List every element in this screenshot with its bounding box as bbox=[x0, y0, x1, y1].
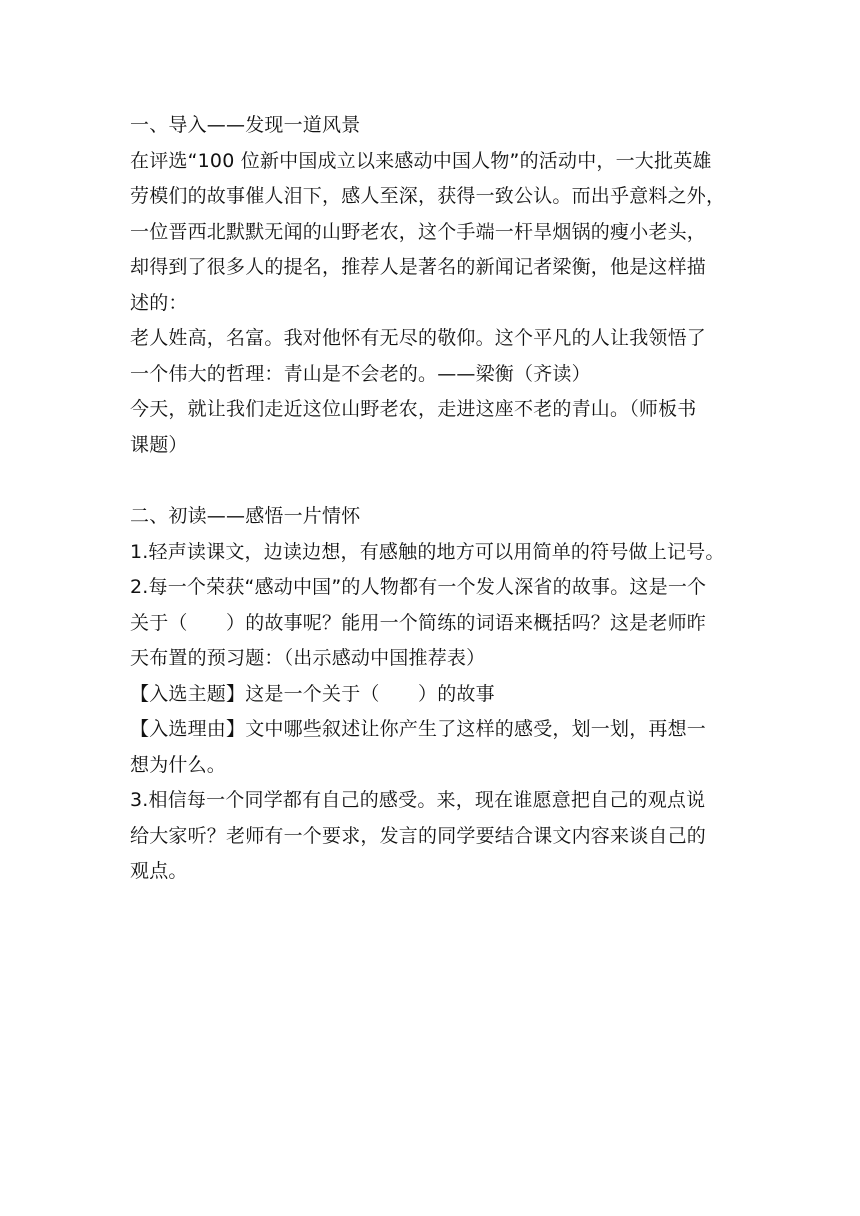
section1-heading: 一、导入——发现一道风景 bbox=[130, 114, 361, 136]
list-item-3: 3.相信每一个同学都有自己的感受。来，现在谁愿意把自己的观点说 bbox=[130, 789, 706, 811]
paragraph-line: 课题） bbox=[130, 433, 188, 456]
section-gap bbox=[130, 463, 734, 499]
section2-heading: 二、初读——感悟一片情怀 bbox=[130, 505, 361, 527]
reason-line: 【入选理由】文中哪些叙述让你产生了这样的感受，划一划，再想一 bbox=[130, 718, 707, 740]
list-item-2-line: 天布置的预习题：（出示感动中国推荐表） bbox=[130, 647, 486, 669]
quote-line: 老人姓高，名富。我对他怀有无尽的敬仰。这个平凡的人让我领悟了 bbox=[130, 327, 707, 349]
paragraph-line: 却得到了很多人的提名，推荐人是著名的新闻记者梁衡，他是这样描 bbox=[130, 256, 707, 278]
theme-line: 【入选主题】这是一个关于（ ）的故事 bbox=[130, 682, 495, 705]
list-item-2-line: 关于（ ）的故事呢？能用一个简练的词语来概括吗？这是老师昨 bbox=[130, 611, 707, 634]
paragraph-line: 在评选“100 位新中国成立以来感动中国人物”的活动中，一大批英雄 bbox=[130, 149, 712, 172]
paragraph-line: 劳模们的故事催人泪下，感人至深，获得一致公认。而出乎意料之外， bbox=[130, 185, 726, 207]
paragraph-line: 述的： bbox=[130, 291, 188, 314]
paragraph-line: 今天，就让我们走近这位山野老农，走进这座不老的青山。（师板书 bbox=[130, 398, 697, 420]
list-item-2: 2.每一个荣获“感动中国”的人物都有一个发人深省的故事。这是一个 bbox=[130, 576, 707, 598]
reason-line: 想为什么。 bbox=[130, 753, 227, 776]
list-item-3-line: 给大家听？老师有一个要求，发言的同学要结合课文内容来谈自己的 bbox=[130, 824, 707, 847]
paragraph-line: 一位晋西北默默无闻的山野老农，这个手端一杆旱烟锅的瘦小老头， bbox=[130, 220, 707, 243]
list-item-3-line: 观点。 bbox=[130, 860, 188, 882]
quote-line: 一个伟大的哲理：青山是不会老的。——梁衡（齐读） bbox=[130, 362, 591, 385]
list-item-1: 1.轻声读课文，边读边想，有感触的地方可以用简单的符号做上记号。 bbox=[130, 540, 725, 563]
